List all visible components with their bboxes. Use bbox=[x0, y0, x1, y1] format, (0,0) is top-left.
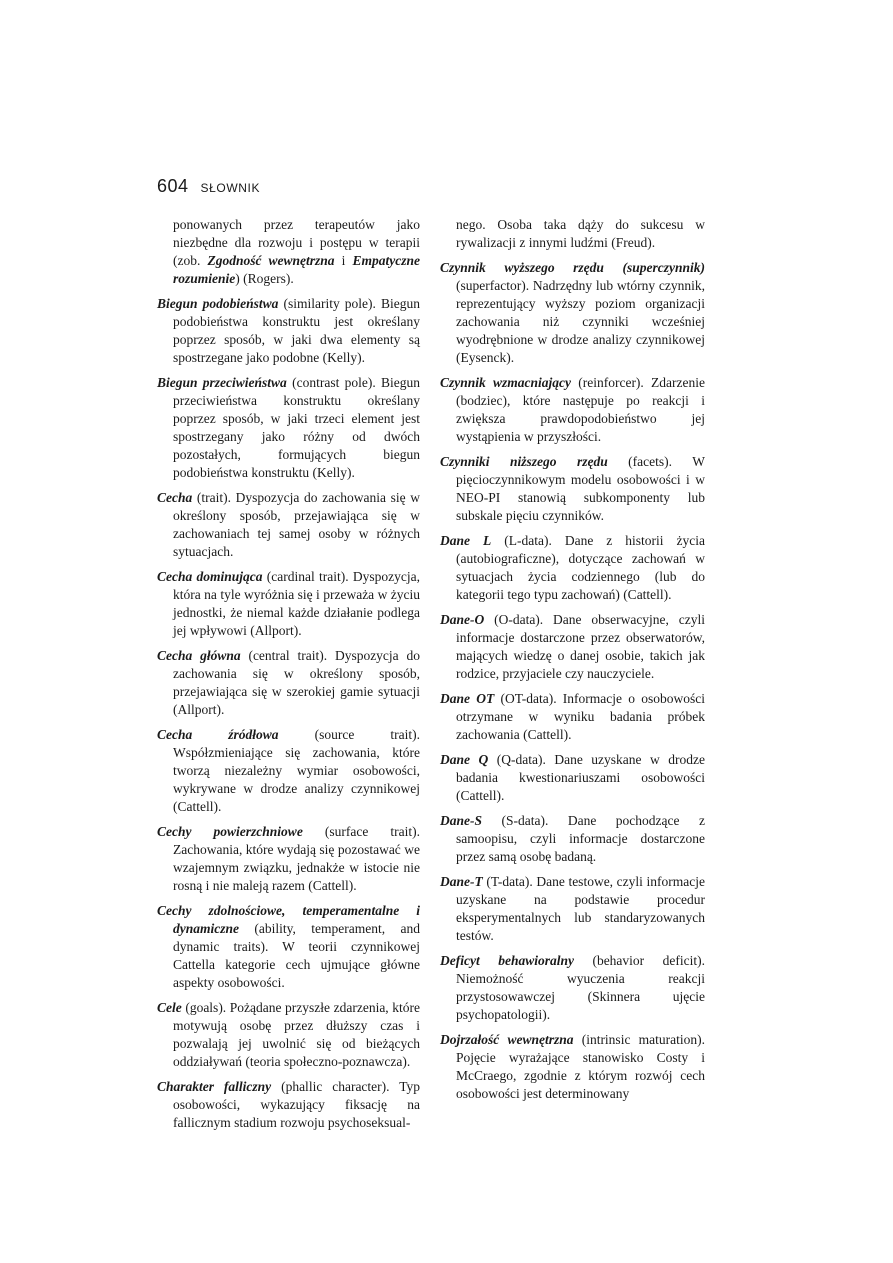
entry-term: Czynnik wyższego rzędu (superczynnik) bbox=[440, 260, 705, 275]
entry-term: Charakter falliczny bbox=[157, 1079, 272, 1094]
entry-term: Cechy powierzchniowe bbox=[157, 824, 303, 839]
glossary-entry bbox=[157, 1078, 420, 1132]
glossary-entry bbox=[157, 999, 420, 1071]
glossary-entry bbox=[157, 823, 420, 895]
glossary-entry bbox=[440, 259, 705, 367]
glossary-entry bbox=[157, 295, 420, 367]
entry-term: Cecha dominująca bbox=[157, 569, 263, 584]
entry-definition: (central trait). Dyspozycja do zachowania się w określony sposób, przejawiająca się w szerokiej gamie sytuacji (Allport). bbox=[173, 648, 421, 717]
cross-reference: Empatyczne rozumienie bbox=[173, 253, 420, 286]
glossary-entry bbox=[440, 812, 705, 866]
glossary-entry bbox=[157, 489, 420, 561]
entry-term: Dane Q bbox=[440, 752, 489, 767]
glossary-entry bbox=[157, 902, 420, 992]
entry-definition: (reinforcer). Zdarzenie (bodziec), które następuje po reakcji i zwiększa prawdopodobieństwo jej wystąpienia w przyszłości. bbox=[456, 375, 705, 444]
entry-definition: (superfactor). Nadrzędny lub wtórny czynnik, reprezentujący wyższy poziom organizacji zachowania niż czynniki wcześniej wyodrębnione w drodze analizy czynnikowej (Eysenck). bbox=[456, 278, 705, 365]
entry-definition: (contrast pole). Biegun przeciwieństwa konstruktu określany poprzez sposób, w jaki trzeci element jest spostrzegany jako różny od dwóch pozostałych, formujących biegun podobieństwa konstruktu (Kelly). bbox=[173, 375, 420, 480]
glossary-entry bbox=[440, 532, 705, 604]
entry-definition: (cardinal trait). Dyspozycja, która na tyle wyróżnia się i przeważa w życiu jednostki, że niemal każde działanie podlega jej wpływowi (Allport). bbox=[173, 569, 420, 638]
entry-term: Cele bbox=[157, 1000, 182, 1015]
left-column bbox=[157, 216, 420, 1139]
continuation-paragraph: nego. Osoba taka dąży do sukcesu w rywalizacji z innymi ludźmi (Freud). bbox=[456, 217, 705, 250]
continuation-paragraph bbox=[157, 216, 420, 288]
glossary-entry bbox=[440, 952, 705, 1024]
entry-term: Czynniki niższego rzędu bbox=[440, 454, 608, 469]
entry-definition: (trait). Dyspozycja do zachowania się w określony sposób, przejawiająca się w zachowaniach tej samej osoby w różnych sytuacjach. bbox=[173, 490, 420, 559]
glossary-entry bbox=[440, 453, 705, 525]
entry-definition: (O-data). Dane obserwacyjne, czyli informacje dostarczone przez obserwatorów, mających wiedzę o danej osobie, takich jak rodzice, przyjaciele czy nauczyciele. bbox=[456, 612, 705, 681]
continuation-text: i bbox=[334, 253, 353, 268]
continuation-text: ponowanych przez terapeutów jako niezbędne dla rozwoju i postępu w terapii (zob. bbox=[173, 217, 420, 268]
entry-term: Czynnik wzmacniający bbox=[440, 375, 571, 390]
page-header bbox=[157, 176, 260, 197]
page-number: 604 bbox=[157, 176, 189, 196]
entry-term: Biegun przeciwieństwa bbox=[157, 375, 287, 390]
entry-definition: (Q-data). Dane uzyskane w drodze badania kwestionariuszami osobowości (Cattell). bbox=[456, 752, 705, 803]
entry-term: Deficyt behawioralny bbox=[440, 953, 574, 968]
entry-definition: (facets). W pięcioczynnikowym modelu osobowości i w NEO-PI stanowią subkomponenty lub subskale pięciu czynników. bbox=[456, 454, 705, 523]
glossary-entry bbox=[440, 751, 705, 805]
entry-definition: (OT-data). Informacje o osobowości otrzymane w wyniku badania próbek zachowania (Cattell). bbox=[456, 691, 705, 742]
entry-term: Dane OT bbox=[440, 691, 495, 706]
entry-term: Dane-T bbox=[440, 874, 483, 889]
entry-term: Biegun podobieństwa bbox=[157, 296, 279, 311]
glossary-entry bbox=[440, 611, 705, 683]
glossary-entry bbox=[440, 690, 705, 744]
glossary-entry bbox=[157, 726, 420, 816]
entry-term: Cechy zdolnościowe, temperamentalne i dynamiczne bbox=[157, 903, 420, 936]
glossary-entry bbox=[440, 374, 705, 446]
entry-definition: (intrinsic maturation). Pojęcie wyrażające stanowisko Costy i McCraego, zgodnie z którym rozwój cech osobowości jest determinowany bbox=[456, 1032, 705, 1101]
entry-definition: (ability, temperament, and dynamic traits). W teorii czynnikowej Cattella kategorie cech ujmujące główne aspekty osobowości. bbox=[173, 921, 420, 990]
entry-definition: (phallic character). Typ osobowości, wykazujący fiksację na fallicznym stadium rozwoju psychoseksual- bbox=[173, 1079, 420, 1130]
glossary-entry bbox=[440, 873, 705, 945]
entry-definition: (surface trait). Zachowania, które wydają się pozostawać we wzajemnym związku, jednakże w istocie nie rosną i nie maleją razem (Cattell). bbox=[173, 824, 421, 893]
glossary-entry bbox=[440, 1031, 705, 1103]
entry-term: Cecha główna bbox=[157, 648, 241, 663]
glossary-entry bbox=[157, 568, 420, 640]
entry-term: Dojrzałość wewnętrzna bbox=[440, 1032, 574, 1047]
entry-definition: (source trait). Współzmieniające się zachowania, które tworzą niezależny wymiar osobowości, wykrywane w drodze analizy czynnikowej (Cattell). bbox=[173, 727, 420, 814]
entry-definition: (similarity pole). Biegun podobieństwa konstruktu jest określany poprzez sposób, w jaki dwa elementy są spostrzegane jako podobne (Kelly). bbox=[173, 296, 420, 365]
continuation-text: ) (Rogers). bbox=[235, 271, 294, 286]
entry-definition: (T-data). Dane testowe, czyli informacje uzyskane na podstawie procedur eksperymentalnych lub standaryzowanych testów. bbox=[456, 874, 705, 943]
right-column bbox=[440, 216, 705, 1110]
entry-definition: (behavior deficit). Niemożność wyuczenia reakcji przystosowawczej (Skinnera ujęcie psychopatologii). bbox=[456, 953, 706, 1022]
cross-reference: Zgodność wewnętrzna bbox=[207, 253, 335, 268]
entry-definition: (goals). Pożądane przyszłe zdarzenia, które motywują osobę przez dłuższy czas i pozwalają jej uwolnić się od bieżących oddziaływań (teoria społeczno-poznawcza). bbox=[173, 1000, 420, 1069]
entry-term: Dane-O bbox=[440, 612, 485, 627]
entry-term: Dane-S bbox=[440, 813, 483, 828]
glossary-entry bbox=[157, 374, 420, 482]
entry-definition: (S-data). Dane pochodzące z samoopisu, czyli informacje dostarczone przez samą osobę badaną. bbox=[456, 813, 705, 864]
running-head: SŁOWNIK bbox=[200, 181, 261, 195]
entry-term: Dane L bbox=[440, 533, 492, 548]
entry-term: Cecha bbox=[157, 490, 193, 505]
glossary-entry bbox=[157, 647, 420, 719]
entry-term: Cecha źródłowa bbox=[157, 727, 279, 742]
entry-definition: (L-data). Dane z historii życia (autobiograficzne), dotyczące zachowań w sytuacjach życia codziennego (lub do kategorii tego typu zachowań) (Cattell). bbox=[456, 533, 706, 602]
